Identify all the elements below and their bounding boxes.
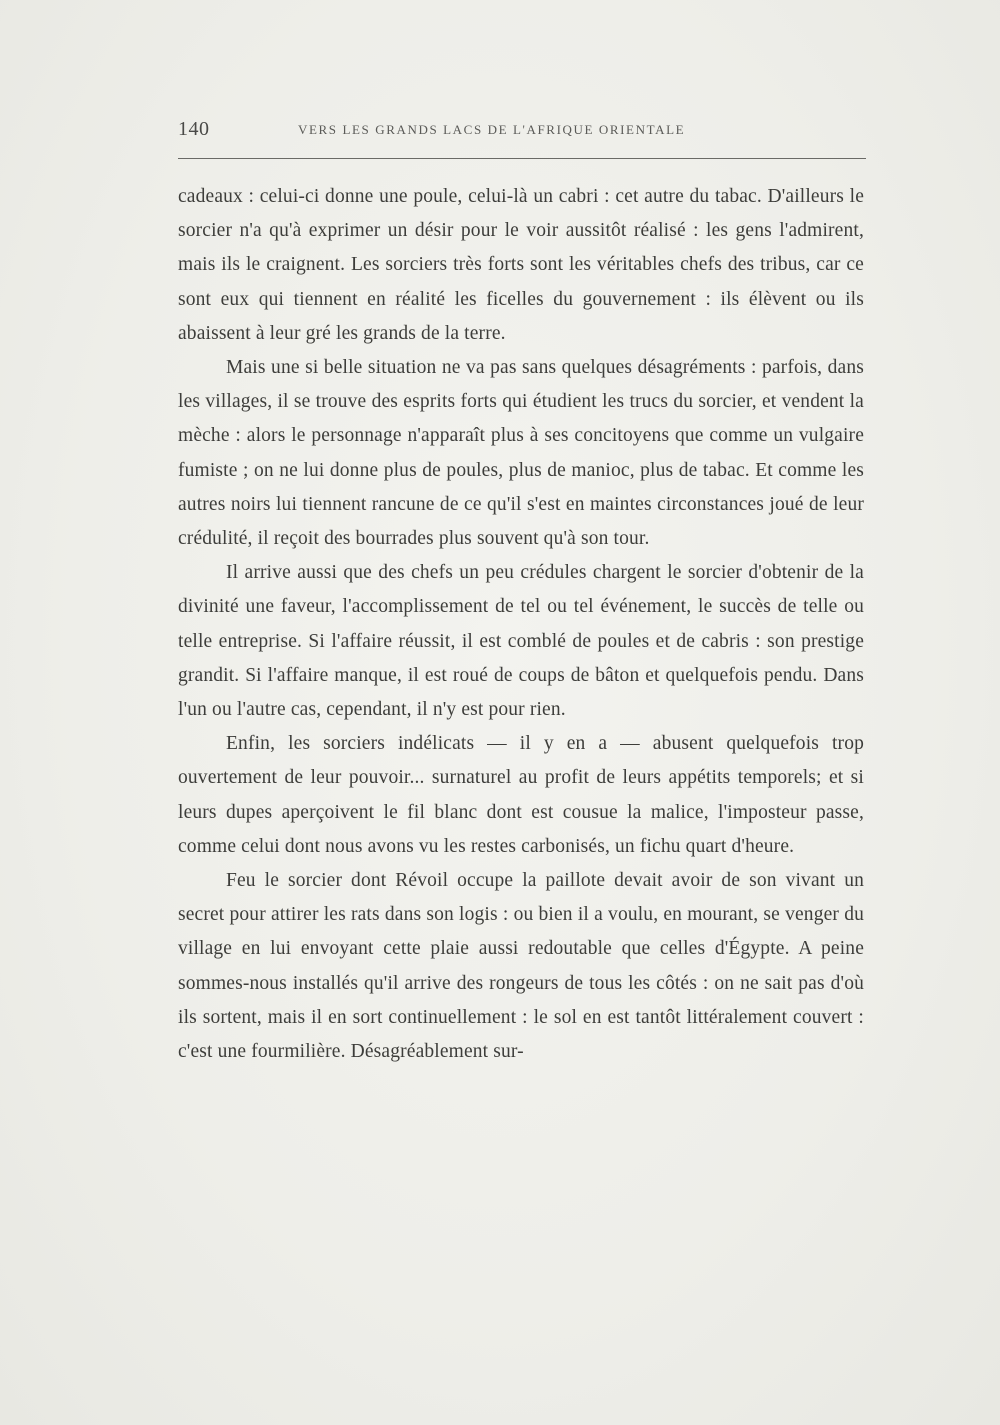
- page-number: 140: [178, 118, 210, 140]
- paragraph-2: Mais une si belle situation ne va pas sans quelques désagréments : parfois, dans les villages, il se trouve des esprits forts qui étudient les trucs du sorcier, et vendent la mèche : alors le personnage n'apparaît plus à ses concitoyens que comme un vulgaire fumiste ; on ne lui donne plus de poules, plus de manioc, plus de tabac. Et comme les autres noirs lui tiennent rancune de ce qu'il s'est en maintes circonstances joué de leur crédulité, il reçoit des bourrades plus souvent qu'à son tour.: [178, 357, 864, 550]
- running-title: VERS LES GRANDS LACS DE L'AFRIQUE ORIENTALE: [298, 122, 686, 137]
- paragraph-4: Enfin, les sorciers indélicats — il y en a — abusent quelquefois trop ouvertement de leur pouvoir... surnaturel au profit de leurs appétits temporels; et si leurs dupes aperçoivent le fil blanc dont est cousue la malice, l'imposteur passe, comme celui dont nous avons vu les restes carbonisés, un fichu quart d'heure.: [178, 733, 864, 857]
- page-header: [178, 118, 868, 148]
- paragraph-1: cadeaux : celui-ci donne une poule, celui-là un cabri : cet autre du tabac. D'ailleurs le sorcier n'a qu'à exprimer un désir pour le voir aussitôt réalisé : les gens l'admirent, mais ils le craignent. Les sorciers très forts sont les véritables chefs des tribus, car ce sont eux qui tiennent en réalité les ficelles du gouvernement : ils élèvent ou ils abaissent à leur gré les grands de la terre.: [178, 186, 864, 344]
- header-rule: [178, 158, 866, 159]
- body-text: [178, 180, 864, 1069]
- paragraph-5: Feu le sorcier dont Révoil occupe la paillote devait avoir de son vivant un secret pour attirer les rats dans son logis : ou bien il a voulu, en mourant, se venger du village en lui envoyant cette plaie aussi redoutable que celles d'Égypte. A peine sommes-nous installés qu'il arrive des rongeurs de tous les côtés : on ne sait pas d'où ils sortent, mais il en sort continuellement : le sol en est tantôt littéralement couvert : c'est une fourmilière. Désagréablement sur-: [178, 870, 864, 1063]
- paragraph-3: Il arrive aussi que des chefs un peu crédules chargent le sorcier d'obtenir de la divinité une faveur, l'accomplissement de tel ou tel événement, le succès de telle ou telle entreprise. Si l'affaire réussit, il est comblé de poules et de cabris : son prestige grandit. Si l'affaire manque, il est roué de coups de bâton et quelquefois pendu. Dans l'un ou l'autre cas, cependant, il n'y est pour rien.: [178, 562, 864, 721]
